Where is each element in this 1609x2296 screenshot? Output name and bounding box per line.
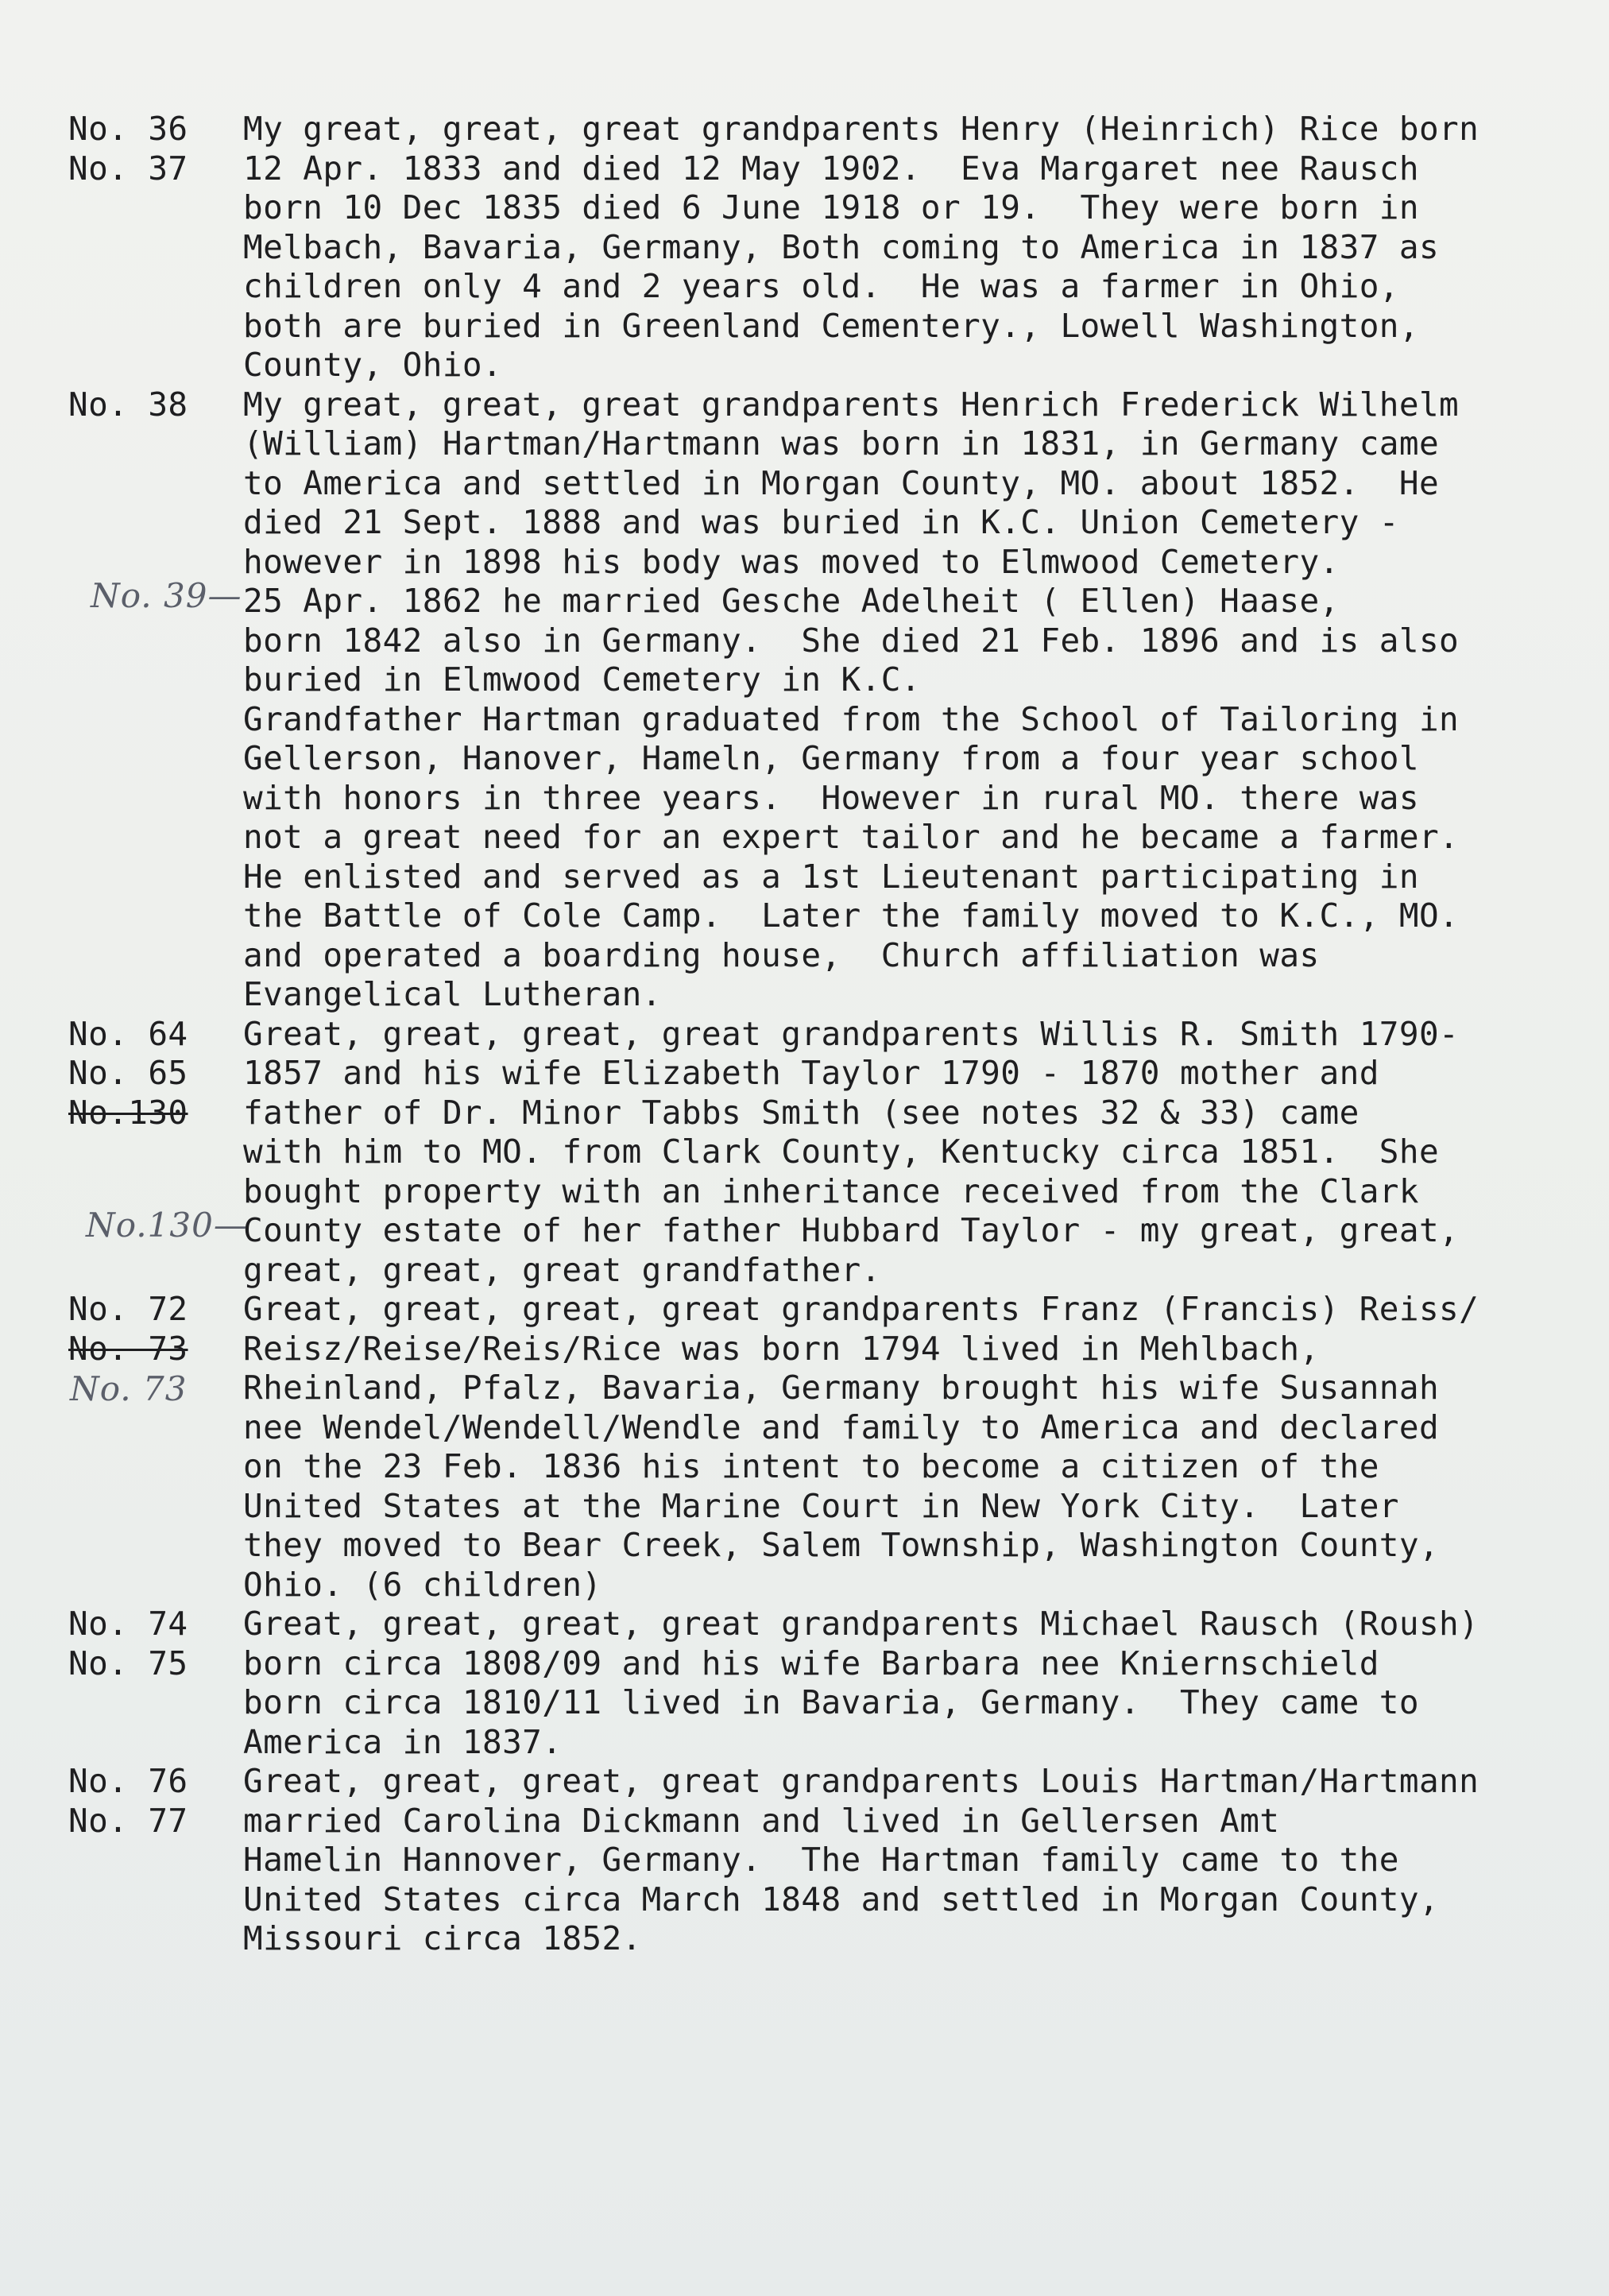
entry-number: No. 72	[68, 1290, 188, 1328]
entry-numbers	[68, 1014, 246, 1245]
entry-76-77	[68, 1762, 1578, 1959]
text-line: 12 Apr. 1833 and died 12 May 1902. Eva Margaret nee Rausch	[243, 149, 1419, 188]
text-line: 25 Apr. 1862 he married Gesche Adelheit ( Ellen) Haase,	[243, 582, 1340, 620]
text-line: the Battle of Cole Camp. Later the family moved to K.C., MO.	[243, 896, 1460, 935]
entry-numbers	[68, 1605, 243, 1683]
text-line: born circa 1808/09 and his wife Barbara nee Kniernschield	[243, 1644, 1379, 1682]
text-line: Grandfather Hartman graduated from the School of Tailoring in	[243, 699, 1460, 738]
text-line: children only 4 and 2 years old. He was a farmer in Ohio,	[243, 267, 1399, 305]
text-line: born circa 1810/11 lived in Bavaria, Germany. They came to	[243, 1683, 1419, 1721]
text-line: buried in Elmwood Cemetery in K.C.	[243, 660, 921, 699]
entry-number: No. 77	[68, 1801, 188, 1840]
entry-36-37	[68, 110, 1578, 385]
text-line: Great, great, great, great grandparents Michael Rausch (Roush)	[243, 1605, 1479, 1643]
text-line: not a great need for an expert tailor and he became a farmer.	[243, 818, 1460, 856]
entry-number: No. 74	[68, 1605, 188, 1643]
text-line: married Carolina Dickmann and lived in Gellersen Amt	[243, 1801, 1280, 1840]
entry-74-75	[68, 1605, 1578, 1762]
text-line: nee Wendel/Wendell/Wendle and family to America and declared	[243, 1407, 1440, 1446]
text-line: Reisz/Reise/Reis/Rice was born 1794 lived in Mehlbach,	[243, 1329, 1320, 1368]
text-line: Great, great, great, great grandparents Willis R. Smith 1790-	[243, 1014, 1460, 1053]
handwritten-dash: —	[213, 1205, 246, 1245]
entry-38-39	[68, 385, 1578, 1015]
text-line: and operated a boarding house, Church affiliation was	[243, 935, 1320, 974]
handwritten-number: No. 73	[70, 1369, 188, 1408]
handwritten-note	[86, 1206, 246, 1245]
text-line: Melbach, Bavaria, Germany, Both coming to America in 1837 as	[243, 227, 1440, 266]
entry-number: No. 76	[68, 1762, 188, 1800]
text-line: with him to MO. from Clark County, Kentucky circa 1851. She	[243, 1133, 1440, 1171]
text-line: Great, great, great, great grandparents Louis Hartman/Hartmann	[243, 1762, 1479, 1800]
text-line: however in 1898 his body was moved to Elmwood Cemetery.	[243, 542, 1340, 581]
text-line: Evangelical Lutheran.	[243, 975, 662, 1013]
text-line: My great, great, great grandparents Henrich Frederick Wilhelm	[243, 385, 1460, 424]
text-line: Gellerson, Hanover, Hameln, Germany from a four year school	[243, 739, 1419, 777]
text-line: Ohio. (6 children)	[243, 1565, 602, 1604]
entry-text	[243, 385, 1578, 1015]
text-line: (William) Hartman/Hartmann was born in 1831, in Germany came	[243, 424, 1440, 463]
text-line: Missouri circa 1852.	[243, 1919, 642, 1957]
struck-entry-number: No. 73	[68, 1329, 188, 1368]
entry-text	[243, 1015, 1578, 1291]
entry-numbers	[68, 385, 243, 615]
entry-number: No. 37	[68, 149, 188, 188]
text-line: to America and settled in Morgan County, MO. about 1852. He	[243, 463, 1440, 502]
handwritten-dash: —	[207, 575, 240, 615]
text-line: born 1842 also in Germany. She died 21 Feb. 1896 and is also	[243, 621, 1460, 660]
entry-72-73	[68, 1290, 1578, 1605]
handwritten-number: No.130	[86, 1205, 214, 1245]
text-line: County estate of her father Hubbard Taylor - my great, great,	[243, 1211, 1460, 1249]
entry-number: No. 64	[68, 1014, 188, 1053]
text-line: United States circa March 1848 and settled in Morgan County,	[243, 1880, 1440, 1918]
entry-number: No. 65	[68, 1054, 188, 1092]
text-line: My great, great, great grandparents Henry (Heinrich) Rice born	[243, 110, 1479, 148]
genealogy-notes	[68, 110, 1578, 1959]
text-line: United States at the Marine Court in New York City. Later	[243, 1486, 1399, 1525]
text-line: father of Dr. Minor Tabbs Smith (see notes 32 & 33) came	[243, 1093, 1360, 1132]
text-line: with honors in three years. However in rural MO. there was	[243, 778, 1419, 817]
entry-number: No. 36	[68, 110, 188, 148]
entry-text	[243, 1762, 1578, 1959]
text-line: both are buried in Greenland Cementery., Lowell Washington,	[243, 306, 1419, 345]
text-line: America in 1837.	[243, 1722, 563, 1761]
text-line: born 10 Dec 1835 died 6 June 1918 or 19. They were born in	[243, 188, 1419, 227]
entry-numbers	[68, 110, 243, 188]
handwritten-note	[91, 576, 239, 616]
entry-numbers	[68, 1290, 243, 1408]
entry-text	[243, 110, 1578, 385]
text-line: they moved to Bear Creek, Salem Township, Washington County,	[243, 1526, 1440, 1564]
text-line: died 21 Sept. 1888 and was buried in K.C. Union Cemetery -	[243, 503, 1399, 541]
handwritten-number: No. 39	[91, 575, 208, 615]
text-line: Great, great, great, great grandparents Franz (Francis) Reiss/	[243, 1290, 1479, 1328]
text-line: bought property with an inheritance received from the Clark	[243, 1171, 1419, 1210]
entry-text	[243, 1290, 1578, 1605]
entry-number: No. 38	[68, 385, 188, 424]
entry-numbers	[68, 1762, 243, 1841]
text-line: County, Ohio.	[243, 346, 503, 384]
text-line: He enlisted and served as a 1st Lieutenant participating in	[243, 857, 1419, 896]
text-line: Hamelin Hannover, Germany. The Hartman family came to the	[243, 1841, 1399, 1879]
struck-entry-number: No.130	[68, 1093, 188, 1132]
entry-number: No. 75	[68, 1644, 188, 1682]
text-line: Rheinland, Pfalz, Bavaria, Germany brought his wife Susannah	[243, 1369, 1440, 1407]
text-line: 1857 and his wife Elizabeth Taylor 1790 - 1870 mother and	[243, 1054, 1379, 1092]
text-line: great, great, great grandfather.	[243, 1250, 881, 1289]
entry-text	[243, 1605, 1578, 1762]
entry-64-65-130	[68, 1015, 1578, 1291]
text-line: on the 23 Feb. 1836 his intent to become a citizen of the	[243, 1447, 1379, 1485]
